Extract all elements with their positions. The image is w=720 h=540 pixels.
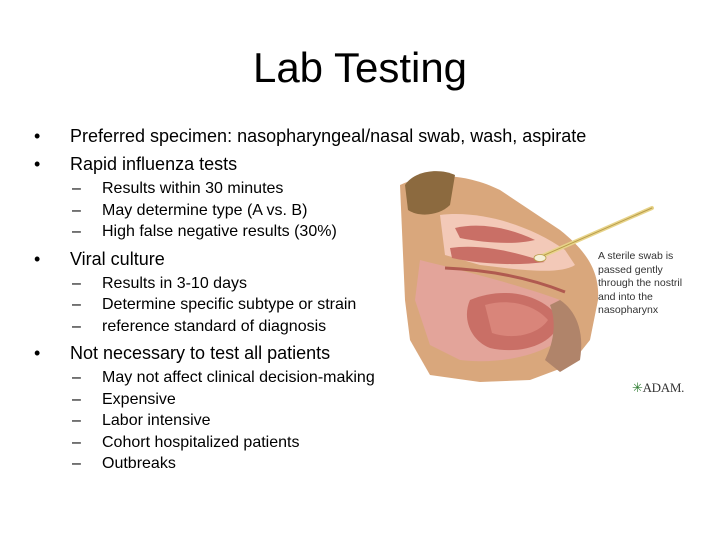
sub-bullet-text: Determine specific subtype or strain	[102, 296, 357, 313]
sub-bullet-text: Expensive	[102, 390, 176, 408]
sub-bullet-item	[32, 273, 672, 295]
sub-bullet-item	[32, 453, 672, 475]
sub-bullet-text: May not affect clinical decision-making	[102, 369, 375, 386]
sub-bullet-marker: –	[72, 433, 81, 451]
bullet-item	[32, 152, 672, 176]
sub-bullet-item	[32, 432, 672, 454]
sub-bullet-marker: –	[72, 223, 81, 240]
sub-bullet-item	[32, 367, 672, 389]
sub-bullet-item	[32, 178, 672, 200]
sub-bullet-item	[32, 221, 672, 243]
bullet-marker: •	[34, 343, 41, 363]
sub-bullet-marker: –	[72, 317, 81, 335]
star-icon: ✳	[632, 380, 643, 395]
sub-bullet-text: Labor intensive	[102, 412, 211, 429]
sub-bullet-text: Results within 30 minutes	[102, 180, 284, 197]
sub-bullet-item	[32, 410, 672, 432]
sub-bullet-marker: –	[72, 274, 81, 292]
sub-bullet-marker: –	[72, 369, 81, 386]
bullet-marker: •	[34, 248, 41, 269]
sub-bullet-item	[32, 294, 672, 316]
sub-bullet-marker: –	[72, 296, 81, 313]
sub-bullet-marker: –	[72, 390, 81, 408]
bullet-text: Not necessary to test all patients	[70, 343, 331, 363]
sub-bullet-text: Results in 3-10 days	[102, 274, 247, 292]
sub-bullet-text: Outbreaks	[102, 455, 176, 472]
sub-bullet-text: reference standard of diagnosis	[102, 317, 327, 335]
sub-bullet-marker: –	[72, 180, 81, 197]
bullet-text: Preferred specimen: nasopharyngeal/nasal swab, wash, aspirate	[70, 126, 587, 146]
sub-bullet-item	[32, 316, 672, 338]
bullet-marker: •	[34, 126, 41, 146]
sub-bullet-text: May determine type (A vs. B)	[102, 201, 308, 219]
bullet-text: Rapid influenza tests	[70, 154, 238, 174]
illustration-caption: A sterile swab is passed gently through the nostril and into the nasopharynx	[598, 250, 683, 316]
bullet-item	[32, 341, 672, 365]
sub-bullet-marker: –	[72, 201, 81, 219]
bullet-marker: •	[34, 154, 41, 174]
bullet-text: Viral culture	[70, 248, 165, 269]
sub-bullet-marker: –	[72, 455, 81, 472]
sub-bullet-text: Cohort hospitalized patients	[102, 433, 300, 451]
slide-title: Lab Testing	[252, 44, 468, 91]
adam-logo-text: ADAM.	[642, 380, 685, 395]
sub-bullet-item	[32, 389, 672, 411]
bullet-item	[32, 124, 672, 148]
sub-bullet-text: High false negative results (30%)	[102, 223, 337, 240]
bullet-list	[32, 124, 672, 475]
sub-bullet-marker: –	[72, 412, 81, 429]
bullet-item	[32, 247, 672, 271]
sub-bullet-item	[32, 200, 672, 222]
